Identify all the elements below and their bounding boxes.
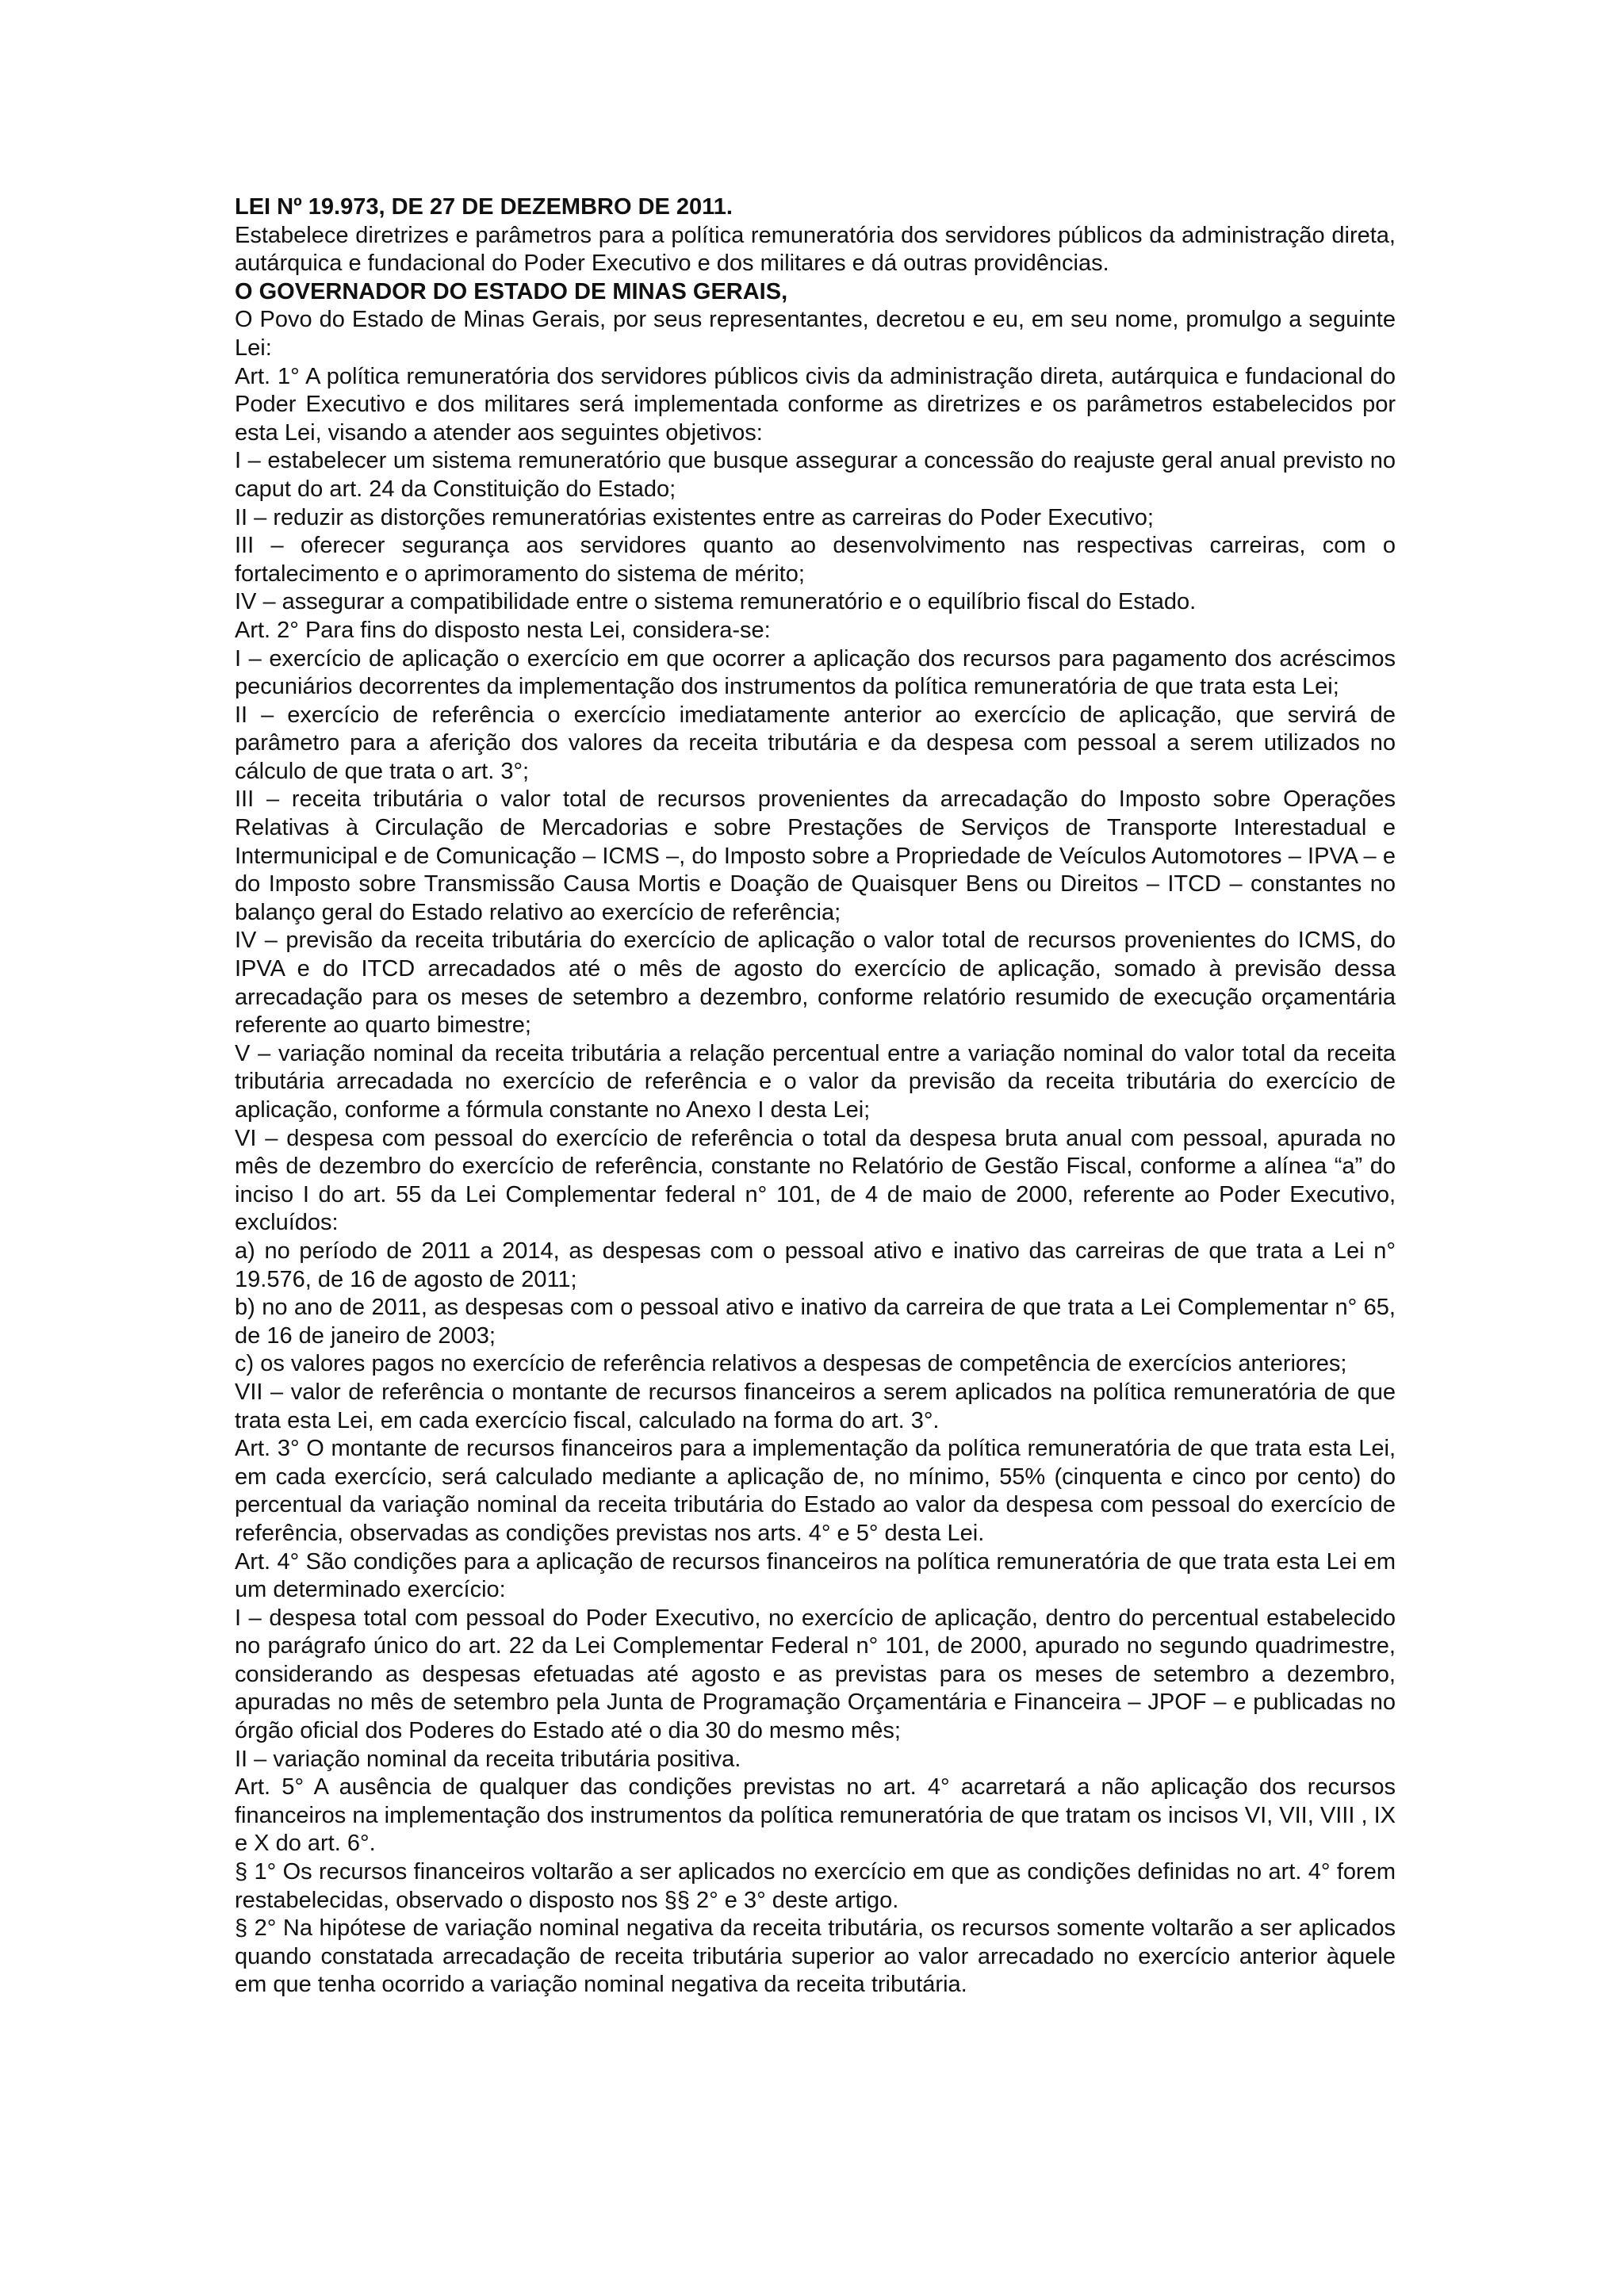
law-paragraph: II – variação nominal da receita tributária positiva. — [235, 1746, 741, 1772]
law-paragraph: Art. 2° Para fins do disposto nesta Lei, considera-se: — [235, 617, 771, 643]
law-paragraph: I – despesa total com pessoal do Poder Executivo, no exercício de aplicação, dentro do percentual estabelecido no parágrafo único do art. 22 da Lei Complementar Federal n° 101, de 2000, apurado no segundo quadrimestre, considerando as despesas efetuadas até agosto e as previstas para os meses de setembro a dezembro, apuradas no mês de setembro pela Junta de Programação Orçamentária e Financeira – JPOF – e publicadas no órgão oficial dos Poderes do Estado até o dia 30 do mesmo mês; — [235, 1605, 1396, 1744]
law-paragraph: Art. 4° São condições para a aplicação de recursos financeiros na política remuneratória de que trata esta Lei em um determinado exercício: — [235, 1548, 1396, 1603]
law-document — [235, 193, 1396, 1999]
law-paragraph: VI – despesa com pessoal do exercício de referência o total da despesa bruta anual com pessoal, apurada no mês de dezembro do exercício de referência, constante no Relatório de Gestão Fiscal, conforme a alínea “a” do inciso I do art. 55 da Lei Complementar federal n° 101, de 4 de maio de 2000, referente ao Poder Executivo, excluídos: — [235, 1125, 1396, 1236]
law-paragraph: Art. 5° A ausência de qualquer das condições previstas no art. 4° acarretará a não aplicação dos recursos financeiros na implementação dos instrumentos da política remuneratória de que tratam os incisos VI, VII, VIII , IX e X do art. 6°. — [235, 1774, 1396, 1857]
law-paragraph: III – receita tributária o valor total de recursos provenientes da arrecadação do Imposto sobre Operações Relativas à Circulação de Mercadorias e sobre Prestações de Serviços de Transporte Interestadual e Intermunicipal e de Comunicação – ICMS –, do Imposto sobre a Propriedade de Veículos Automotores – IPVA – e do Imposto sobre Transmissão Causa Mortis e Doação de Quaisquer Bens ou Direitos – ITCD – constantes no balanço geral do Estado relativo ao exercício de referência; — [235, 786, 1396, 925]
law-paragraph: IV – assegurar a compatibilidade entre o sistema remuneratório e o equilíbrio fiscal do Estado. — [235, 589, 1197, 615]
law-paragraph: III – oferecer segurança aos servidores quanto ao desenvolvimento nas respectivas carreiras, com o fortalecimento e o aprimoramento do sistema de mérito; — [235, 533, 1396, 587]
law-paragraph: c) os valores pagos no exercício de referência relativos a despesas de competência de exercícios anteriores; — [235, 1351, 1347, 1377]
law-paragraph: II – reduzir as distorções remuneratórias existentes entre as carreiras do Poder Executivo; — [235, 504, 1154, 530]
law-body — [235, 363, 1396, 1999]
law-paragraph: VII – valor de referência o montante de recursos financeiros a serem aplicados na política remuneratória de que trata esta Lei, em cada exercício fiscal, calculado na forma do art. 3°. — [235, 1379, 1396, 1433]
law-paragraph: b) no ano de 2011, as despesas com o pessoal ativo e inativo da carreira de que trata a Lei Complementar n° 65, de 16 de janeiro de 2003; — [235, 1295, 1396, 1349]
law-title: LEI Nº 19.973, DE 27 DE DEZEMBRO DE 2011. — [235, 194, 733, 220]
law-paragraph: IV – previsão da receita tributária do exercício de aplicação o valor total de recursos provenientes do ICMS, do IPVA e do ITCD arrecadados até o mês de agosto do exercício de aplicação, somado à previsão dessa arrecadação para os meses de setembro a dezembro, conforme relatório resumido de execução orçamentária referente ao quarto bimestre; — [235, 928, 1396, 1039]
law-paragraph: Art. 3° O montante de recursos financeiros para a implementação da política remuneratória de que trata esta Lei, em cada exercício, será calculado mediante a aplicação de, no mínimo, 55% (cinquenta e cinco por cento) do percentual da variação nominal da receita tributária do Estado ao valor da despesa com pessoal do exercício de referência, observadas as condições previstas nos arts. 4° e 5° desta Lei. — [235, 1436, 1396, 1546]
law-paragraph: Art. 1° A política remuneratória dos servidores públicos civis da administração direta, autárquica e fundacional do Poder Executivo e dos militares será implementada conforme as diretrizes e os parâmetros estabelecidos por esta Lei, visando a atender aos seguintes objetivos: — [235, 363, 1396, 446]
law-paragraph: V – variação nominal da receita tributária a relação percentual entre a variação nominal do valor total da receita tributária arrecadada no exercício de referência e o valor da previsão da receita tributária do exercício de aplicação, conforme a fórmula constante no Anexo I desta Lei; — [235, 1040, 1396, 1123]
law-preamble: O Povo do Estado de Minas Gerais, por seus representantes, decretou e eu, em seu nome, promulgo a seguinte Lei: — [235, 307, 1396, 361]
governor-heading: O GOVERNADOR DO ESTADO DE MINAS GERAIS, — [235, 278, 788, 304]
law-paragraph: § 1° Os recursos financeiros voltarão a ser aplicados no exercício em que as condições definidas no art. 4° forem restabelecidas, observado o disposto nos §§ 2° e 3° deste artigo. — [235, 1859, 1396, 1913]
law-paragraph: I – estabelecer um sistema remuneratório que busque assegurar a concessão do reajuste geral anual previsto no caput do art. 24 da Constituição do Estado; — [235, 448, 1396, 502]
law-paragraph: § 2° Na hipótese de variação nominal negativa da receita tributária, os recursos somente voltarão a ser aplicados quando constatada arrecadação de receita tributária superior ao valor arrecadado no exercício anterior àquele em que tenha ocorrido a variação nominal negativa da receita tributária. — [235, 1915, 1396, 1998]
law-paragraph: II – exercício de referência o exercício imediatamente anterior ao exercício de aplicação, que servirá de parâmetro para a aferição dos valores da receita tributária e da despesa com pessoal a serem utilizados no cálculo de que trata o art. 3°; — [235, 702, 1396, 784]
law-paragraph: I – exercício de aplicação o exercício em que ocorrer a aplicação dos recursos para pagamento dos acréscimos pecuniários decorrentes da implementação dos instrumentos da política remuneratória de que trata esta Lei; — [235, 645, 1396, 700]
law-ementa: Estabelece diretrizes e parâmetros para a política remuneratória dos servidores públicos da administração direta, autárquica e fundacional do Poder Executivo e dos militares e dá outras providências. — [235, 222, 1396, 277]
law-paragraph: a) no período de 2011 a 2014, as despesas com o pessoal ativo e inativo das carreiras de que trata a Lei n° 19.576, de 16 de agosto de 2011; — [235, 1238, 1396, 1292]
